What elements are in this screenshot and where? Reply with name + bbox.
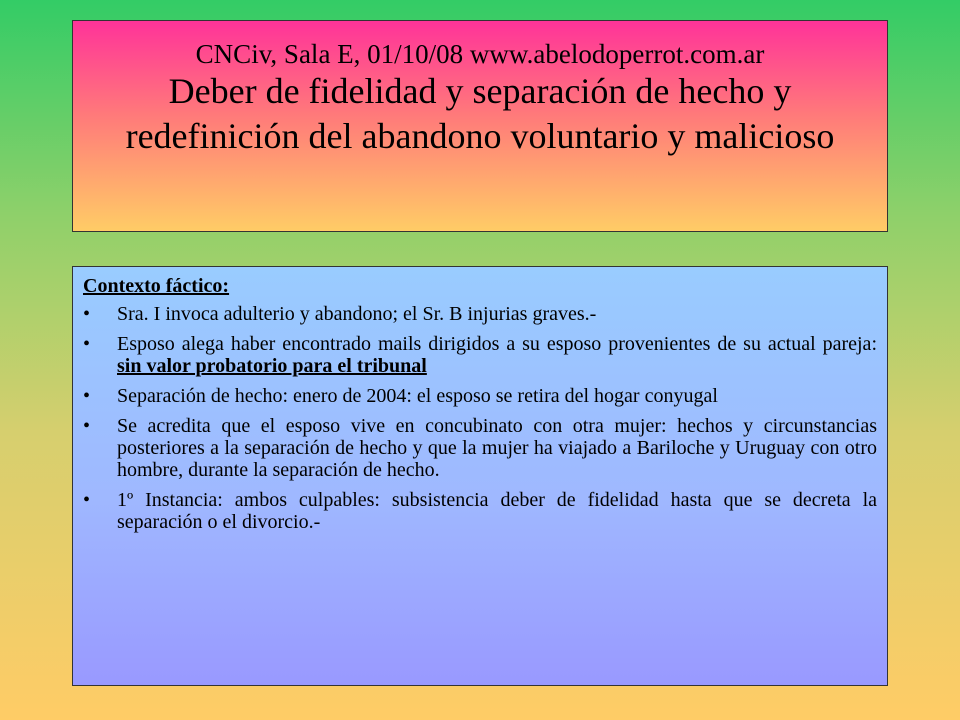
bullet-icon: •	[83, 489, 91, 511]
bullet-icon: •	[83, 333, 91, 355]
source-line: CNCiv, Sala E, 01/10/08 www.abelodoperrot.com.ar	[195, 39, 765, 69]
bullet-text: Sra. I invoca adulterio y abandono; el Sr. B injurias graves.-	[117, 303, 597, 325]
bullet-icon: •	[83, 303, 91, 325]
title-box	[72, 20, 888, 232]
bullet-text: Esposo alega haber encontrado mails dirigidos a su esposo provenientes de su actual pareja:	[117, 333, 877, 355]
context-heading: Contexto fáctico:	[83, 275, 230, 297]
bullet-item-2	[83, 333, 877, 377]
bullet-text: Separación de hecho: enero de 2004: el esposo se retira del hogar conyugal	[117, 385, 718, 407]
bullet-text: Se acredita que el esposo vive en concubinato con otra mujer: hechos y circunstancias posteriores a la separación de hecho y que la mujer ha viajado a Bariloche y Uruguay con otro hombre, durante la separación de hecho.	[117, 415, 877, 481]
bullet-text: 1º Instancia: ambos culpables: subsistencia deber de fidelidad hasta que se decreta la separación o el divorcio.-	[117, 489, 877, 533]
content-box	[72, 266, 888, 686]
bullet-icon: •	[83, 415, 91, 437]
slide-title: Deber de fidelidad y separación de hecho y redefinición del abandono voluntario y malicioso	[125, 71, 835, 156]
bullet-list	[83, 303, 877, 533]
bullet-item-3	[83, 385, 877, 407]
bullet-emphasis: sin valor probatorio para el tribunal	[117, 355, 427, 377]
bullet-item-1	[83, 303, 877, 325]
bullet-item-4	[83, 415, 877, 481]
bullet-icon: •	[83, 385, 91, 407]
bullet-item-5	[83, 489, 877, 533]
